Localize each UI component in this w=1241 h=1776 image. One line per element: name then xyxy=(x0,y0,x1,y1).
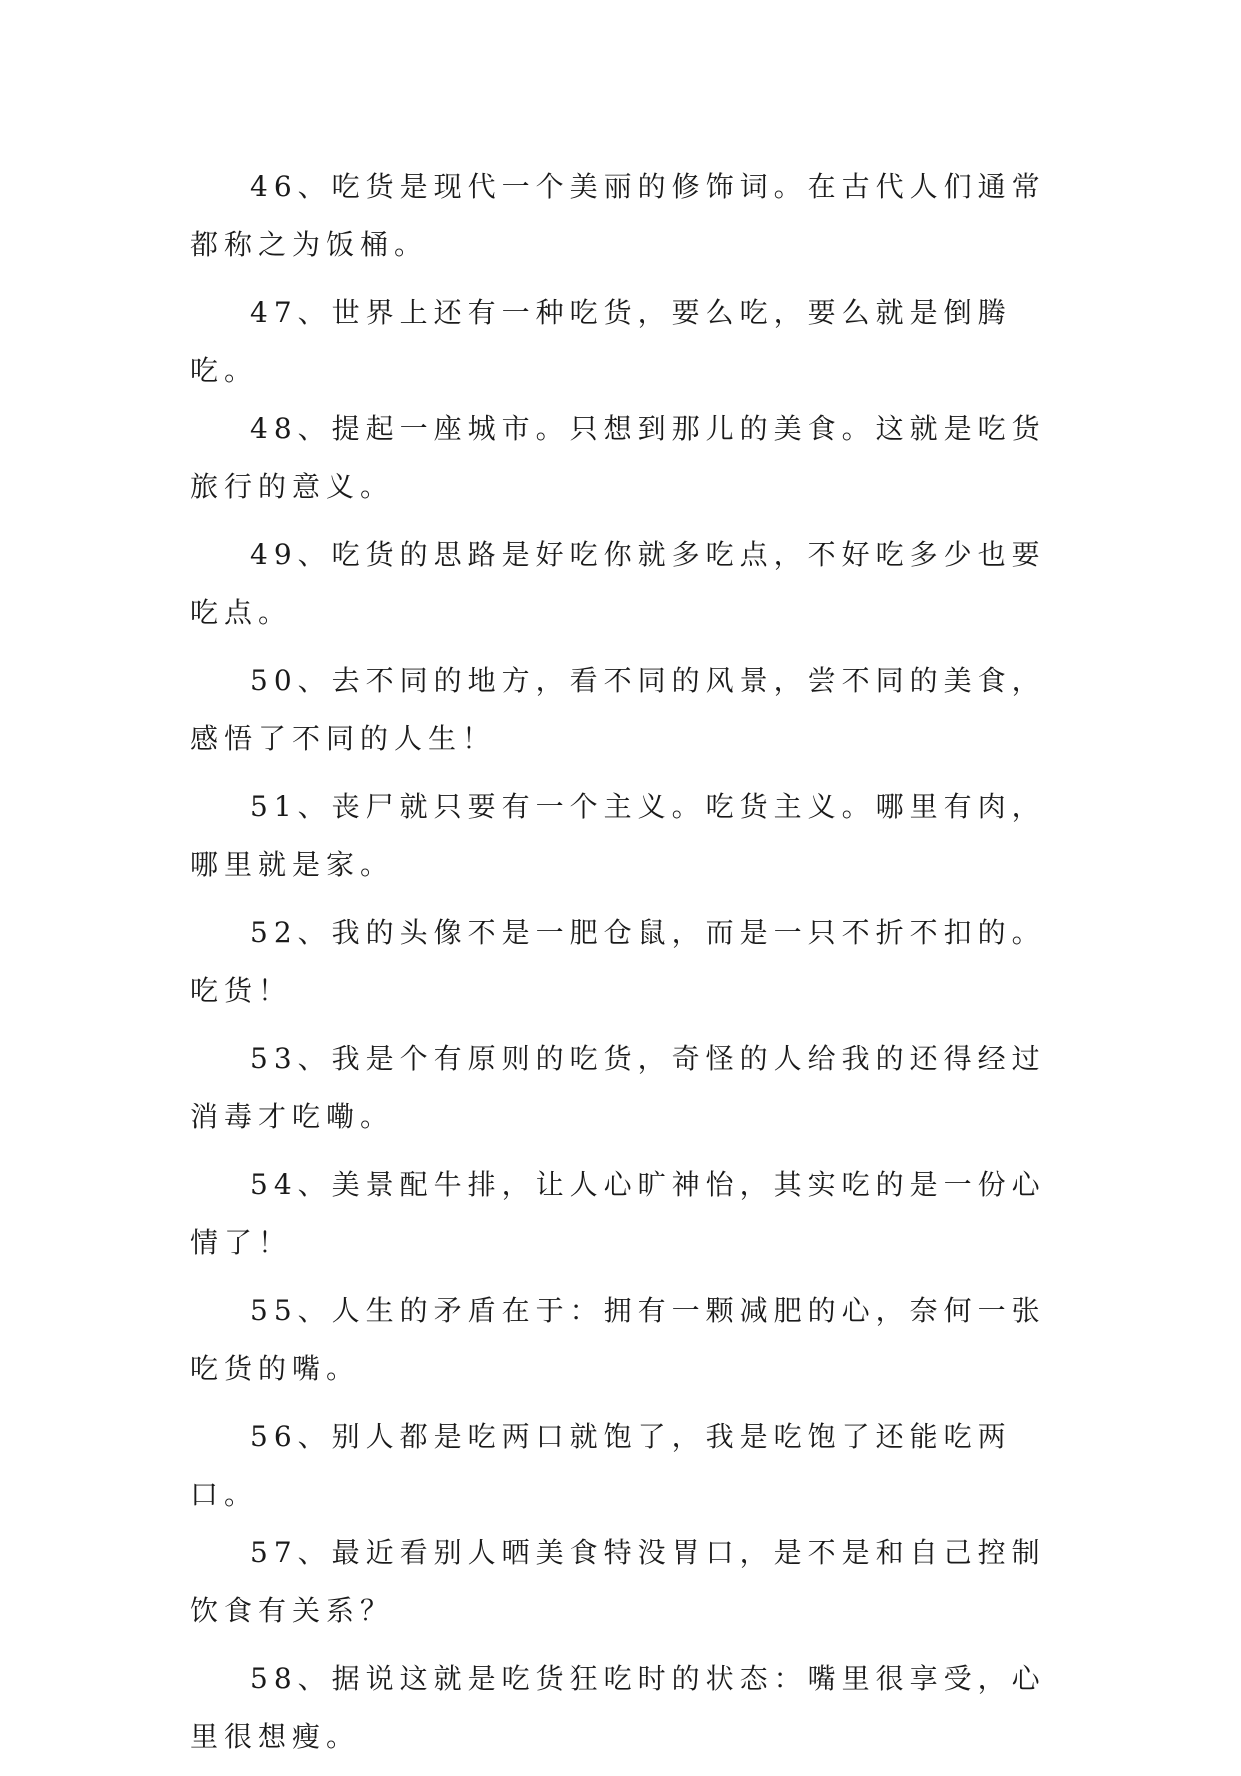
paragraph-50: 50、去不同的地方，看不同的风景，尝不同的美食，感悟了不同的人生！ xyxy=(190,664,1046,755)
paragraph-55: 55、人生的矛盾在于：拥有一颗减肥的心，奈何一张吃货的嘴。 xyxy=(190,1294,1046,1385)
paragraph-57: 57、最近看别人晒美食特没胃口，是不是和自己控制饮食有关系？ xyxy=(190,1536,1046,1627)
paragraph-51: 51、丧尸就只要有一个主义。吃货主义。哪里有肉，哪里就是家。 xyxy=(190,790,1046,881)
paragraph-58: 58、据说这就是吃货狂吃时的状态：嘴里很享受，心里很想瘦。 xyxy=(190,1662,1046,1753)
paragraph-48: 48、提起一座城市。只想到那儿的美食。这就是吃货旅行的意义。 xyxy=(190,412,1046,503)
document-body xyxy=(190,158,1070,1776)
paragraph-54: 54、美景配牛排，让人心旷神怡，其实吃的是一份心情了！ xyxy=(190,1168,1046,1259)
paragraph-47: 47、世界上还有一种吃货，要么吃，要么就是倒腾吃。 xyxy=(190,296,1012,387)
paragraph-46: 46、吃货是现代一个美丽的修饰词。在古代人们通常都称之为饭桶。 xyxy=(190,170,1046,261)
paragraph-56: 56、别人都是吃两口就饱了，我是吃饱了还能吃两口。 xyxy=(190,1420,1012,1511)
paragraph-49: 49、吃货的思路是好吃你就多吃点，不好吃多少也要吃点。 xyxy=(190,538,1046,629)
paragraph-53: 53、我是个有原则的吃货，奇怪的人给我的还得经过消毒才吃嘞。 xyxy=(190,1042,1046,1133)
paragraph-52: 52、我的头像不是一肥仓鼠，而是一只不折不扣的。吃货！ xyxy=(190,916,1046,1007)
